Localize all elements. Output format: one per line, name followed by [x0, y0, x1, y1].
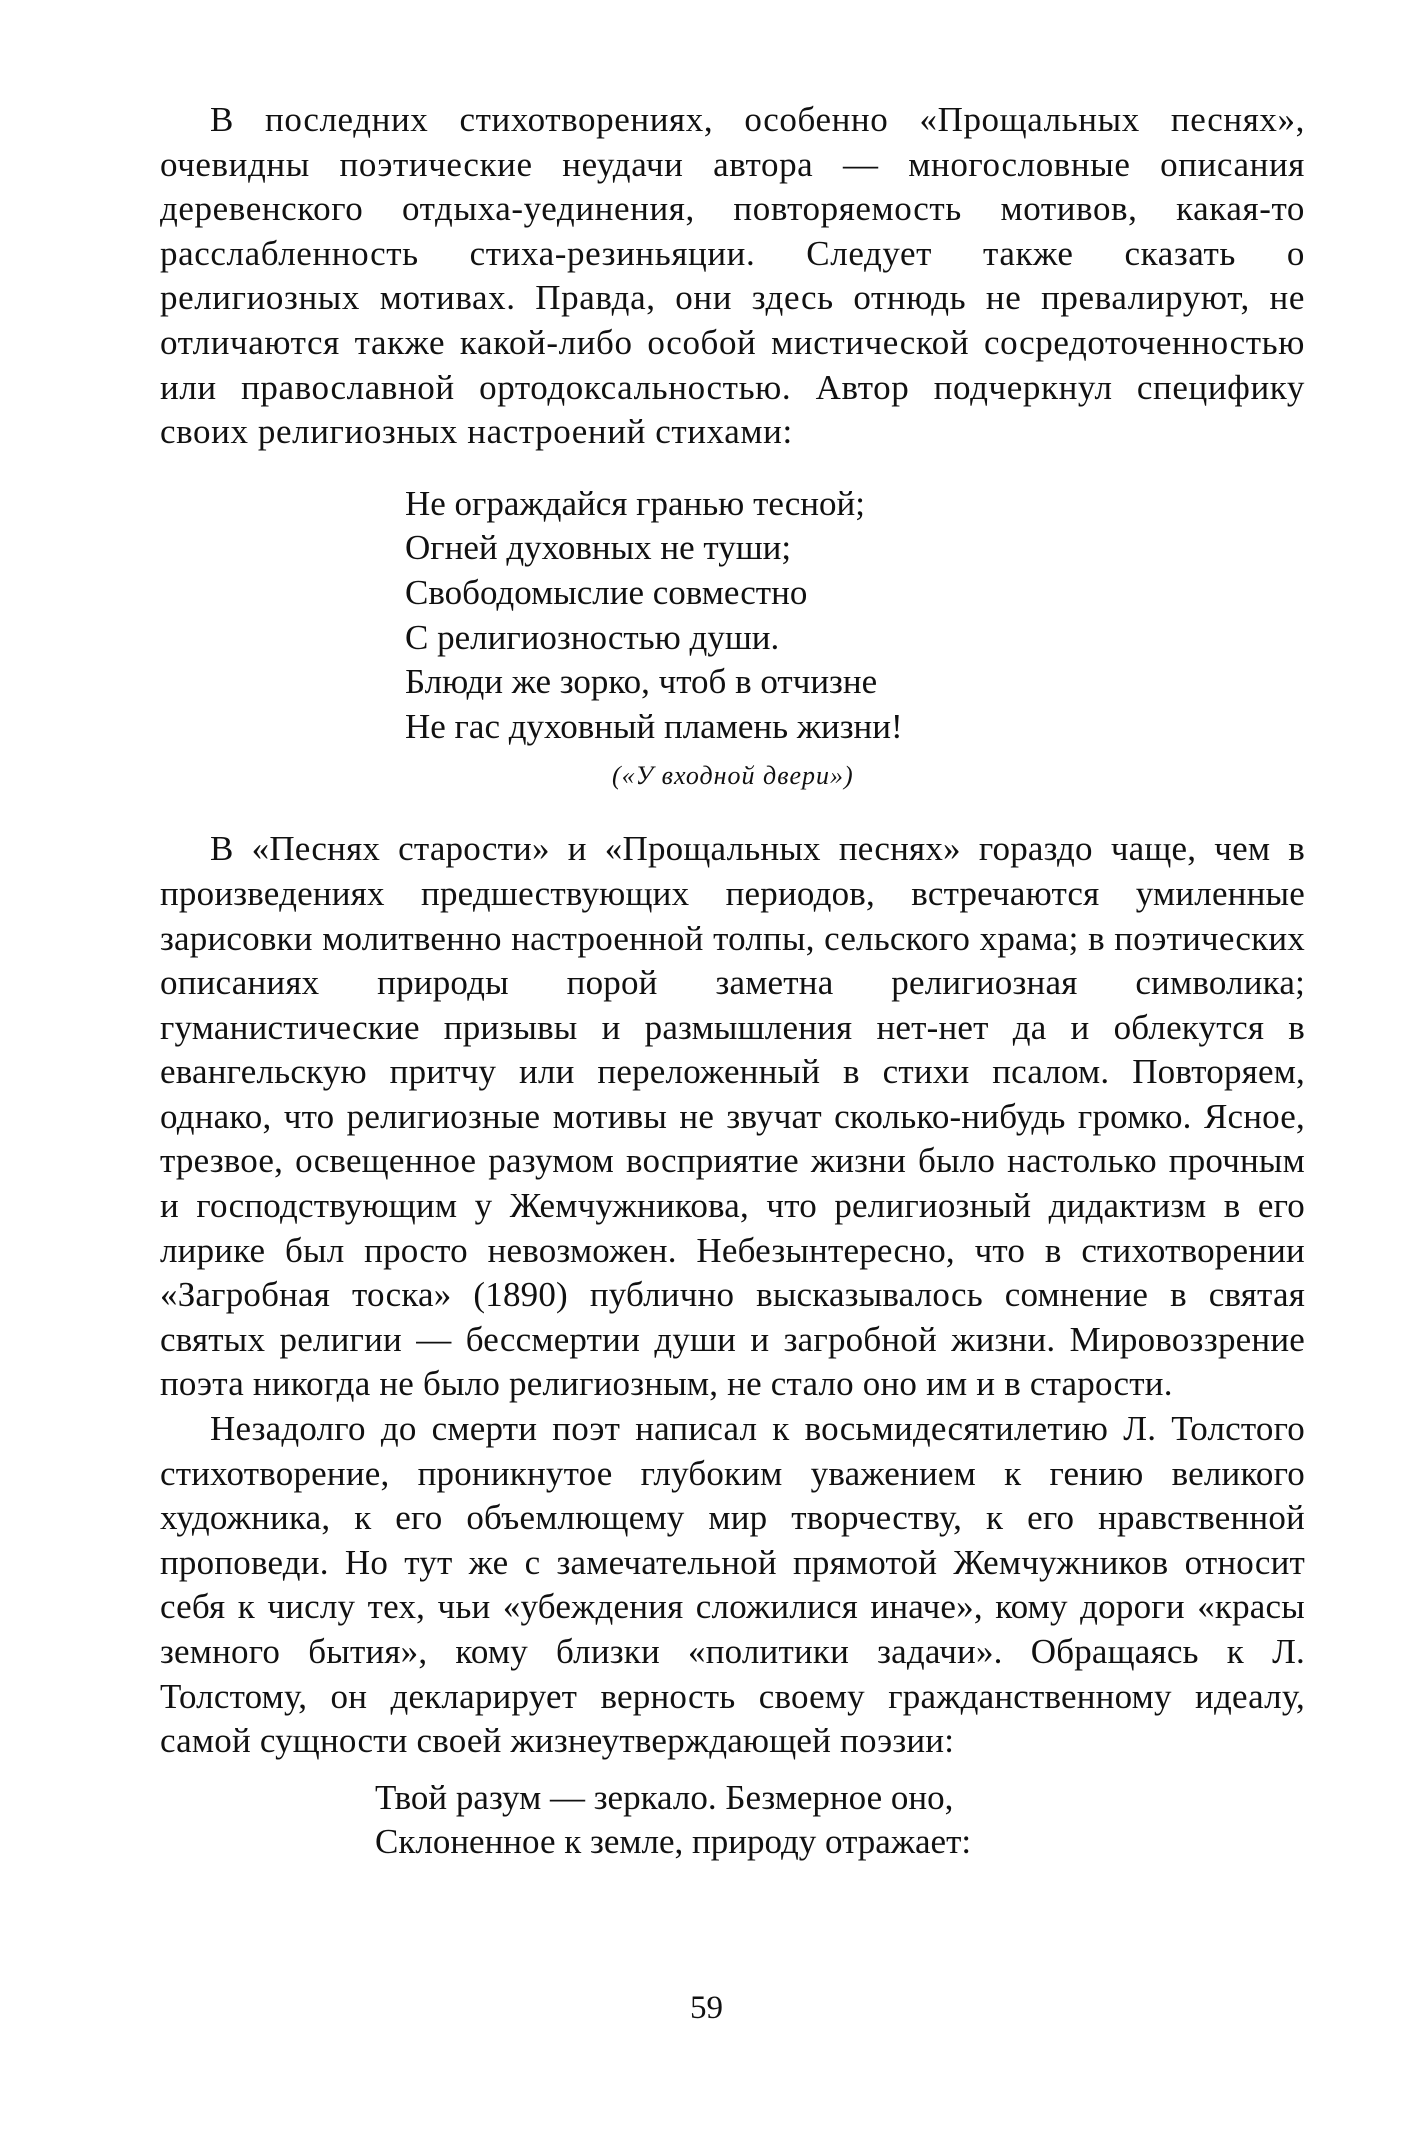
- verse-line: Свободомыслие совместно: [405, 572, 808, 612]
- page-number: 59: [690, 1990, 723, 2026]
- verse-line: Огней духовных не туши;: [405, 528, 792, 568]
- verse-line: Склоненное к земле, природу отражает:: [375, 1822, 972, 1862]
- paragraph-songs-of-old-age: В «Песнях старости» и «Прощальных песнях» гораздо чаще, чем в произведениях предшествующих периодов, встречаются умиленные зарисовки молитвенно настроенной толпы, сельского храма; в поэтических описаниях природы порой заметна религиозная символика; гуманистические призывы и размышления нет-нет да и облекутся в евангельскую притчу или переложенный в стихи псалом. Повторяем, однако, что религиозные мотивы не звучат сколько-нибудь громко. Ясное, трезвое, освещенное разумом восприятие жизни было настолько прочным и господствующим у Жемчужникова, что религиозный дидактизм в его лирике был просто невозможен. Небезынтересно, что в стихотворении «Загробная тоска» (1890) публично высказывалось сомнение в святая святых религии — бессмертии души и загробной жизни. Мировоззрение поэта никогда не было религиозным, не стало оно им и в старости.: [160, 829, 1305, 1404]
- verse-quote-tolstoy: [375, 1776, 1305, 1865]
- verse-attribution: («У входной двери»): [612, 761, 854, 791]
- verse-line: Не ограждайся гранью тесной;: [405, 483, 865, 523]
- paragraph-religious-motifs: В последних стихотворениях, особенно «Прощальных песнях», очевидны поэтические неудачи автора — многословные описания деревенского отдыха-уединения, повторяемость мотивов, какая-то расслабленность стиха-резиньяции. Следует также сказать о религиозных мотивах. Правда, они здесь отнюдь не превалируют, не отличаются также какой-либо особой мистической сосредоточенностью или православной ортодоксальностью. Автор подчеркнул специфику своих религиозных настроений стихами:: [160, 100, 1305, 452]
- verse-line: Твой разум — зеркало. Безмерное оно,: [375, 1777, 954, 1817]
- verse-quote-door: [405, 482, 1305, 750]
- paragraph-tolstoy-poem: Незадолго до смерти поэт написал к восьмидесятилетию Л. Толстого стихотворение, проникнутое глубоким уважением к гению великого художника, к его объемлющему мир творчеству, к его нравственной проповеди. Но тут же с замечательной прямотой Жемчужников относит себя к числу тех, чьи «убеждения сложилися иначе», кому дороги «красы земного бытия», кому близки «политики задачи». Обращаясь к Л. Толстому, он декларирует верность своему гражданственному идеалу, самой сущности своей жизнеутверждающей поэзии:: [160, 1409, 1305, 1761]
- verse-line: Блюди же зорко, чтоб в отчизне: [405, 662, 878, 702]
- page-content: [160, 98, 1305, 1865]
- verse-line: С религиозностью души.: [405, 617, 780, 657]
- verse-line: Не гас духовный пламень жизни!: [405, 706, 903, 746]
